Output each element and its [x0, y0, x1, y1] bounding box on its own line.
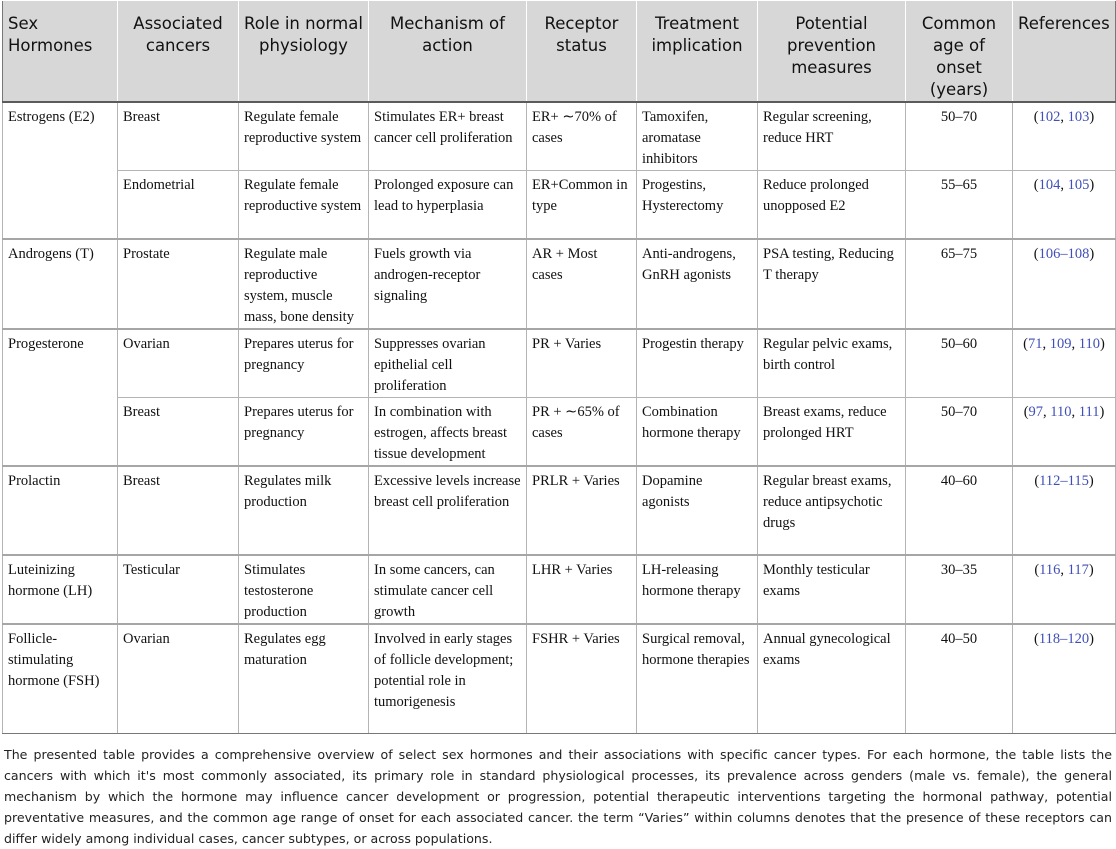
prevention-cell: PSA testing, Reducing T therapy	[758, 239, 906, 329]
receptor-cell: PR + ∼65% of cases	[527, 397, 637, 466]
cancer-cell: Ovarian	[118, 624, 239, 734]
cancer-cell: Ovarian	[118, 329, 239, 398]
role-cell: Regulates milk production	[239, 466, 369, 555]
hormone-cell: Androgens (T)	[3, 239, 118, 329]
table-row	[3, 239, 1116, 329]
cancer-cell: Testicular	[118, 555, 239, 624]
treatment-cell: Combination hormone therapy	[637, 397, 758, 466]
cancer-cell: Breast	[118, 397, 239, 466]
age-cell: 65–75	[906, 239, 1013, 329]
hormones-table	[2, 1, 1116, 734]
treatment-cell: Tamoxifen, aromatase inhibitors	[637, 102, 758, 171]
mechanism-cell: Suppresses ovarian epithelial cell proliferation	[369, 329, 527, 398]
header-role: Role in normal physiology	[239, 1, 369, 102]
reference-link[interactable]: 105	[1067, 177, 1090, 193]
hormone-cell: Luteinizing hormone (LH)	[3, 555, 118, 624]
header-row	[3, 1, 1116, 102]
reference-link[interactable]: 109	[1049, 335, 1072, 352]
references-cell: (106–108)	[1013, 239, 1116, 329]
table-row	[3, 171, 1116, 239]
treatment-cell: Anti-androgens, GnRH agonists	[637, 239, 758, 329]
role-cell: Prepares uterus for pregnancy	[239, 329, 369, 398]
references-cell: (112–115)	[1013, 466, 1116, 555]
header-treatment: Treatment implication	[637, 1, 758, 102]
reference-link[interactable]: 116	[1039, 561, 1061, 578]
role-cell: Regulate female reproductive system	[239, 171, 369, 239]
references-cell: (116, 117)	[1013, 555, 1116, 624]
reference-link[interactable]: 111	[1078, 403, 1100, 420]
age-cell: 40–50	[906, 624, 1013, 734]
age-cell: 50–60	[906, 329, 1013, 398]
reference-link[interactable]: 106–108	[1038, 245, 1090, 262]
mechanism-cell: In combination with estrogen, affects breast tissue development	[369, 397, 527, 466]
header-mechanism: Mechanism of action	[369, 1, 527, 102]
references-cell: (104, 105)	[1013, 171, 1116, 239]
table-row	[3, 397, 1116, 466]
mechanism-cell: Stimulates ER+ breast cancer cell proliferation	[369, 102, 527, 171]
treatment-cell: Progestins, Hysterectomy	[637, 171, 758, 239]
mechanism-cell: Fuels growth via androgen-receptor signaling	[369, 239, 527, 329]
age-cell: 50–70	[906, 102, 1013, 171]
age-cell: 50–70	[906, 397, 1013, 466]
role-cell: Stimulates testosterone production	[239, 555, 369, 624]
reference-link[interactable]: 112–115	[1039, 472, 1089, 489]
role-cell: Regulate female reproductive system	[239, 102, 369, 171]
treatment-cell: LH-releasing hormone therapy	[637, 555, 758, 624]
hormone-cell: Progesterone	[3, 329, 118, 466]
references-cell: (97, 110, 111)	[1013, 397, 1116, 466]
prevention-cell: Annual gynecological exams	[758, 624, 906, 734]
header-age-of-onset: Common age of onset (years)	[906, 1, 1013, 102]
table-row	[3, 624, 1116, 734]
reference-link[interactable]: 71	[1028, 335, 1043, 352]
prevention-cell: Monthly testicular exams	[758, 555, 906, 624]
hormone-cell: Prolactin	[3, 466, 118, 555]
reference-link[interactable]: 104	[1038, 177, 1061, 193]
reference-link[interactable]: 102	[1038, 109, 1061, 125]
hormone-cell: Estrogens (E2)	[3, 102, 118, 239]
mechanism-cell: Prolonged exposure can lead to hyperplasia	[369, 171, 527, 239]
receptor-cell: AR + Most cases	[527, 239, 637, 329]
receptor-cell: ER+ ∼70% of cases	[527, 102, 637, 171]
reference-link[interactable]: 118–120	[1038, 630, 1090, 647]
receptor-cell: FSHR + Varies	[527, 624, 637, 734]
prevention-cell: Regular breast exams, reduce antipsychotic drugs	[758, 466, 906, 555]
references-cell: (71, 109, 110)	[1013, 329, 1116, 398]
prevention-cell: Regular screening, reduce HRT	[758, 102, 906, 171]
cancer-cell: Prostate	[118, 239, 239, 329]
header-associated-cancers: Associated cancers	[118, 1, 239, 102]
mechanism-cell: Involved in early stages of follicle development; potential role in tumorigenesis	[369, 624, 527, 734]
age-cell: 30–35	[906, 555, 1013, 624]
references-cell: (118–120)	[1013, 624, 1116, 734]
table-footnote: The presented table provides a comprehensive overview of select sex hormones and their associations with specific cancer types. For each hormone, the table lists the cancers with which it's most commonly associated, its primary role in standard physiological processes, its prevalence across genders (male vs. female), the general mechanism by which the hormone may influence cancer development or progression, potential therapeutic interventions targeting the hormonal pathway, potential preventative measures, and the common age range of onset for each associated cancer. the term “Varies” within columns denotes that the presence of these receptors can differ widely among individual cases, cancer subtypes, or across populations.	[4, 747, 1112, 846]
cancer-cell: Breast	[118, 466, 239, 555]
reference-link[interactable]: 97	[1028, 403, 1044, 420]
prevention-cell: Reduce prolonged unopposed E2	[758, 171, 906, 239]
receptor-cell: PRLR + Varies	[527, 466, 637, 555]
treatment-cell: Progestin therapy	[637, 329, 758, 398]
table-row	[3, 466, 1116, 555]
reference-link[interactable]: 110	[1078, 335, 1100, 352]
header-sex-hormones: Sex Hormones	[3, 1, 118, 102]
header-prevention: Potential prevention measures	[758, 1, 906, 102]
cancer-cell: Breast	[118, 102, 239, 171]
cancer-cell: Endometrial	[118, 171, 239, 239]
receptor-cell: PR + Varies	[527, 329, 637, 398]
table-row	[3, 329, 1116, 398]
receptor-cell: ER+Common in type	[527, 171, 637, 239]
references-cell: (102, 103)	[1013, 102, 1116, 171]
role-cell: Prepares uterus for pregnancy	[239, 397, 369, 466]
treatment-cell: Surgical removal, hormone therapies	[637, 624, 758, 734]
reference-link[interactable]: 110	[1050, 403, 1072, 420]
mechanism-cell: In some cancers, can stimulate cancer cell growth	[369, 555, 527, 624]
reference-link[interactable]: 103	[1067, 109, 1090, 125]
table-row	[3, 555, 1116, 624]
receptor-cell: LHR + Varies	[527, 555, 637, 624]
header-references: References	[1013, 1, 1116, 102]
role-cell: Regulates egg maturation	[239, 624, 369, 734]
mechanism-cell: Excessive levels increase breast cell proliferation	[369, 466, 527, 555]
header-receptor-status: Receptor status	[527, 1, 637, 102]
age-cell: 40–60	[906, 466, 1013, 555]
table-row	[3, 102, 1116, 171]
hormone-cell: Follicle-stimulating hormone (FSH)	[3, 624, 118, 734]
prevention-cell: Breast exams, reduce prolonged HRT	[758, 397, 906, 466]
age-cell: 55–65	[906, 171, 1013, 239]
treatment-cell: Dopamine agonists	[637, 466, 758, 555]
prevention-cell: Regular pelvic exams, birth control	[758, 329, 906, 398]
reference-link[interactable]: 117	[1067, 561, 1089, 578]
role-cell: Regulate male reproductive system, muscle mass, bone density	[239, 239, 369, 329]
